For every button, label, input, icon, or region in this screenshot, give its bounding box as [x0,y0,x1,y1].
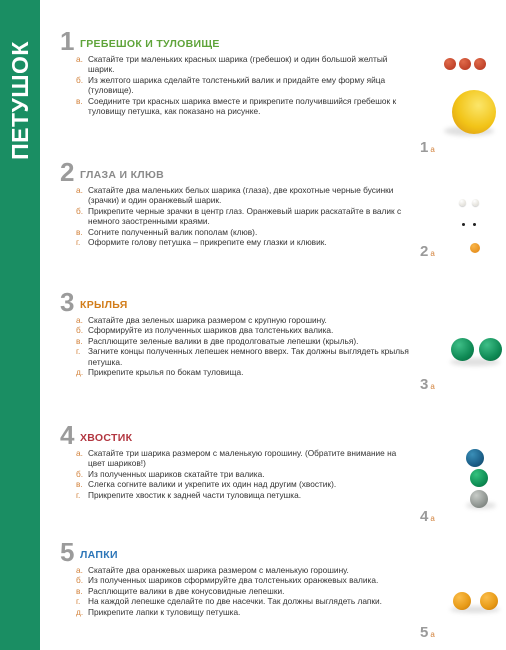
step-title: ГРЕБЕШОК И ТУЛОВИЩЕ [80,38,220,50]
red-ball-illustration [459,58,471,70]
item-marker: в. [76,226,83,237]
item-marker: г. [76,237,81,248]
orange-ball-illustration [453,592,471,610]
item-marker: б. [76,468,84,479]
step-instructions [76,315,410,377]
item-marker: д. [76,606,84,617]
sidebar-title [0,0,40,200]
green-ball-illustration [479,338,502,361]
instruction-item [76,315,410,325]
orange-ball-illustration [480,592,498,610]
step-instructions [76,448,410,500]
item-text: Загните концы полученных лепешек немного вверх. Так должны выглядеть крылья петушка. [88,346,409,367]
item-text: Прикрепите лапки к туловищу петушка. [88,606,241,617]
figure-label-3 [420,376,435,394]
item-marker: г. [76,596,81,607]
instruction-item [76,96,410,117]
instruction-item [76,490,410,500]
item-text: Соедините три красных шарика вместе и прикрепите получившийся гребешок к туловищу петушка, как показано на рисунке. [88,95,397,117]
figure-number: 1 [420,139,429,156]
figure-letter: а [430,249,435,258]
step-title: ГЛАЗА И КЛЮВ [80,169,164,181]
step-instructions [76,185,410,247]
step-header [60,287,410,317]
item-marker: б. [76,74,84,85]
item-marker: в. [76,585,83,596]
step-number: 1 [60,26,75,56]
red-ball-illustration [474,58,486,70]
figure-label-4 [420,508,435,526]
figure-number: 2 [420,243,429,260]
step-1 [60,26,410,117]
instruction-item [76,479,410,489]
item-marker: б. [76,575,84,586]
item-text: Оформите голову петушка – прикрепите ему глазки и клювик. [88,237,327,248]
item-marker: в. [76,479,83,490]
item-marker: а. [76,448,83,458]
figure-label-5 [420,624,435,642]
blue-ball-illustration [466,449,484,467]
item-text: Скатайте два маленьких белых шарика (глаза), две крохотные черные бусинки (зрачки) и один оранжевый шарик. [88,185,394,206]
green-ball-illustration [451,338,474,361]
item-marker: б. [76,325,84,336]
gray-ball-illustration [470,490,488,508]
instruction-item [76,565,410,575]
step-number: 5 [60,537,75,567]
yellow-ball-illustration [452,90,496,134]
step-5 [60,537,410,617]
instruction-item [76,54,410,75]
item-text: Скатайте три шарика размером с маленькую горошину. (Обратите внимание на цвет шариков!) [88,448,397,469]
item-marker: б. [76,205,84,216]
item-text: Скатайте два оранжевых шарика размером с маленькую горошину. [88,565,349,575]
step-header [60,26,410,56]
orange-ball-illustration [470,243,480,253]
step-4 [60,420,410,500]
item-text: Из полученных шариков скатайте три валика. [88,468,265,479]
figure-label-2 [420,243,435,261]
item-text: Скатайте два зеленых шарика размером с крупную горошину. [88,315,327,325]
instruction-item [76,586,410,596]
instruction-item [76,206,410,227]
red-ball-illustration [444,58,456,70]
figure-number: 5 [420,624,429,641]
step-title: ХВОСТИК [80,432,133,444]
item-marker: г. [76,346,81,357]
item-marker: д. [76,367,84,378]
instruction-item [76,336,410,346]
step-header [60,537,410,567]
figure-1-illustration [440,52,500,152]
figure-number: 3 [420,376,429,393]
instruction-item [76,367,410,377]
sidebar [0,0,40,650]
black-bead-illustration [473,223,476,226]
item-marker: в. [76,95,83,106]
white-ball-illustration [459,199,466,206]
instruction-item [76,346,410,367]
item-marker: в. [76,335,83,346]
item-text: Расплющите валики в две конусовидные лепешки. [88,585,285,596]
instruction-item [76,75,410,96]
step-header [60,157,410,187]
step-2 [60,157,410,248]
step-3 [60,287,410,378]
green-ball-illustration [470,469,488,487]
item-text: Прикрепите хвостик к задней части туловища петушка. [88,489,302,500]
figure-2-illustration [455,196,495,260]
item-marker: а. [76,565,83,575]
instruction-item [76,227,410,237]
instruction-item [76,596,410,606]
item-text: Сформируйте из полученных шариков два толстеньких валика. [88,325,334,336]
black-bead-illustration [462,223,465,226]
instruction-item [76,237,410,247]
instruction-item [76,325,410,335]
figure-4-illustration [462,446,498,514]
figure-5-illustration [448,588,504,618]
figure-3-illustration [448,336,504,372]
figure-letter: а [430,382,435,391]
page-title: ПЕТУШОК [6,40,33,160]
figure-letter: а [430,630,435,639]
step-number: 4 [60,420,75,450]
instruction-item [76,185,410,206]
figure-number: 4 [420,508,429,525]
instruction-item [76,469,410,479]
item-marker: г. [76,489,81,500]
item-text: Прикрепите крылья по бокам туловища. [88,367,244,378]
item-marker: а. [76,54,83,64]
instruction-item [76,448,410,469]
step-title: КРЫЛЬЯ [80,299,128,311]
item-text: Слегка согните валики и укрепите их один над другим (хвостик). [88,479,337,490]
figure-label-1 [420,139,435,157]
item-text: На каждой лепешке сделайте по две насечки. Так должны выглядеть лапки. [88,596,382,607]
instruction-item [76,607,410,617]
item-text: Согните полученный валик пополам (клюв). [88,226,258,237]
instruction-item [76,575,410,585]
item-text: Прикрепите черные зрачки в центр глаз. Оранжевый шарик раскатайте в валик с немного заостренными краями. [88,205,402,227]
step-number: 2 [60,157,75,187]
step-title: ЛАПКИ [80,549,118,561]
item-text: Из желтого шарика сделайте толстенький валик и придайте ему форму яйца (туловище). [88,74,386,96]
step-number: 3 [60,287,75,317]
figure-letter: а [430,514,435,523]
figure-letter: а [430,145,435,154]
item-text: Расплющите зеленые валики в две продолговатые лепешки (крылья). [88,335,359,346]
item-text: Из полученных шариков сформируйте два толстеньких оранжевых валика. [88,575,379,586]
step-instructions [76,565,410,617]
white-ball-illustration [472,199,479,206]
step-instructions [76,54,410,116]
step-header [60,420,410,450]
item-text: Скатайте три маленьких красных шарика (гребешок) и один большой желтый шарик. [88,54,388,75]
item-marker: а. [76,185,83,195]
item-marker: а. [76,315,83,325]
